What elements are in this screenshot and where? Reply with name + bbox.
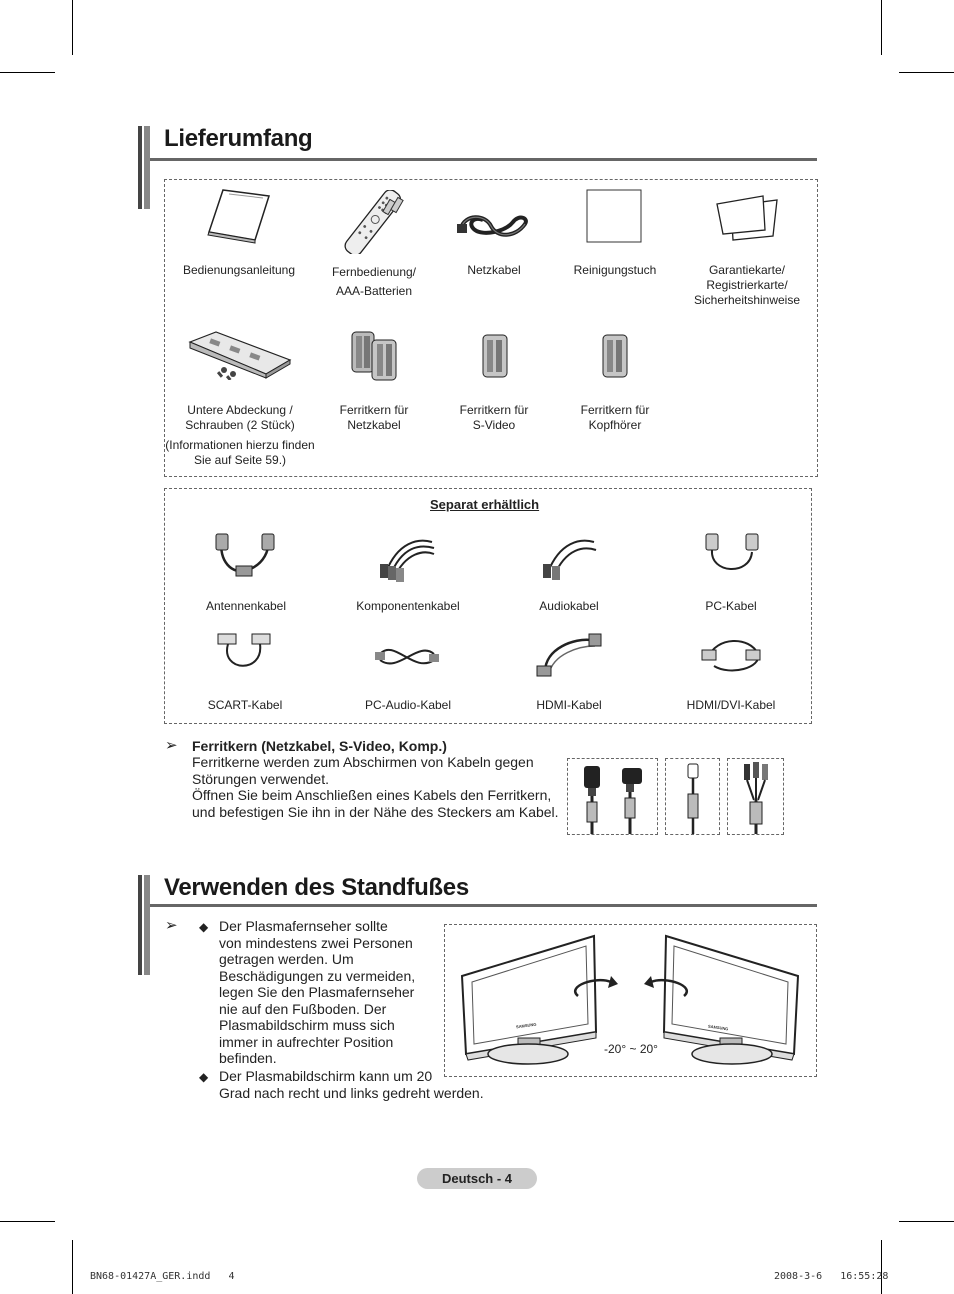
- print-slug-right: 2008-3-6 16:55:28: [774, 1271, 889, 1282]
- bottom-cover-icon: [186, 330, 294, 380]
- hdmi-cable-icon: [535, 632, 603, 680]
- ferrite-note-heading: Ferritkern (Netzkabel, S-Video, Komp.): [192, 738, 447, 754]
- manual-icon: [203, 186, 273, 244]
- item-label: Ferritkern für S-Video: [459, 403, 529, 432]
- item-label: PC-Audio-Kabel: [364, 698, 452, 712]
- stand-bullet-2: Der Plasmabildschirm kann um 20 Grad nach recht und links gedreht werden.: [219, 1068, 484, 1101]
- item-label: SCART-Kabel: [207, 698, 283, 712]
- power-plug-ferrite-icon: [570, 760, 656, 834]
- item-label: Audiokabel: [539, 599, 599, 613]
- antenna-cable-icon: [212, 530, 278, 584]
- scart-cable-icon: [214, 632, 274, 680]
- item-label: HDMI/DVI-Kabel: [686, 698, 776, 712]
- item-label: Bedienungsanleitung: [182, 263, 296, 277]
- ferrite-note-body: Ferritkerne werden zum Abschirmen von Kabeln gegen Störungen verwendet. Öffnen Sie beim Anschließen eines Kabels den Ferritkern, und befestigen Sie ihn in der Nähe des Steckers am Kabel.: [192, 754, 559, 820]
- pc-cable-icon: [700, 530, 764, 582]
- crop-mark: [0, 1221, 55, 1222]
- component-cable-icon: [378, 532, 438, 582]
- item-label: Untere Abdeckung / Schrauben (2 Stück): [185, 403, 295, 432]
- section-bar: [138, 875, 150, 975]
- item-label: Netzkabel: [467, 263, 521, 277]
- item-label: Reinigungstuch: [573, 263, 657, 277]
- section-rule: [150, 904, 817, 907]
- bullet-diamond-icon: ◆: [199, 920, 209, 934]
- crop-mark: [899, 72, 954, 73]
- item-label: Ferritkern für Kopfhörer: [580, 403, 650, 432]
- hdmi-dvi-cable-icon: [700, 634, 764, 680]
- ferrite-core-icon: [600, 332, 630, 380]
- page-number-badge: Deutsch - 4: [417, 1168, 537, 1189]
- crop-mark: [72, 1240, 73, 1294]
- brand-mark: SAMSUNG: [707, 1023, 729, 1032]
- item-label: Fernbedienung/ AAA-Batterien: [331, 265, 417, 298]
- bullet-diamond-icon: ◆: [199, 1070, 209, 1084]
- section-title-lieferumfang: Lieferumfang: [164, 125, 313, 152]
- print-slug-left: BN68-01427A_GER.indd 4: [90, 1271, 235, 1282]
- rotation-angle-label: -20° ~ 20°: [604, 1042, 658, 1056]
- item-label: PC-Kabel: [705, 599, 757, 613]
- warranty-cards-icon: [715, 194, 779, 242]
- item-label: Antennenkabel: [205, 599, 287, 613]
- crop-mark: [881, 1240, 882, 1294]
- note-arrow-icon: ➢: [165, 737, 178, 754]
- ferrite-core-icon: [480, 332, 510, 380]
- power-cord-icon: [455, 208, 531, 244]
- item-note: (Informationen hierzu finden Sie auf Seite 59.): [165, 438, 315, 467]
- crop-mark: [899, 1221, 954, 1222]
- stand-bullet-1: Der Plasmafernseher sollte von mindestens zwei Personen getragen werden. Um Beschädigungen zu vermeiden, legen Sie den Plasmafernseher nie auf den Fußboden. Der Plasmabildschirm muss sich immer in aufrechter Position befinden.: [219, 918, 416, 1066]
- crop-mark: [72, 0, 73, 55]
- cleaning-cloth-icon: [584, 188, 644, 244]
- item-label: Garantiekarte/ Registrierkarte/ Sicherheitshinweise: [693, 263, 801, 307]
- remote-control-icon: [338, 190, 410, 254]
- section-bar: [138, 126, 150, 209]
- pc-audio-cable-icon: [374, 634, 440, 680]
- svideo-ferrite-icon: [668, 760, 718, 834]
- audio-cable-icon: [540, 532, 600, 582]
- section-rule: [150, 158, 817, 161]
- section-title-standfuss: Verwenden des Standfußes: [164, 874, 469, 901]
- item-label: Ferritkern für Netzkabel: [339, 403, 409, 432]
- item-label: HDMI-Kabel: [536, 698, 602, 712]
- note-arrow-icon: ➢: [165, 917, 178, 934]
- ferrite-core-icon: [348, 328, 400, 384]
- component-ferrite-icon: [730, 760, 782, 834]
- separate-heading: Separat erhältlich: [430, 497, 540, 512]
- crop-mark: [881, 0, 882, 55]
- brand-mark: SAMSUNG: [515, 1021, 537, 1030]
- crop-mark: [0, 72, 55, 73]
- item-label: Komponentenkabel: [356, 599, 460, 613]
